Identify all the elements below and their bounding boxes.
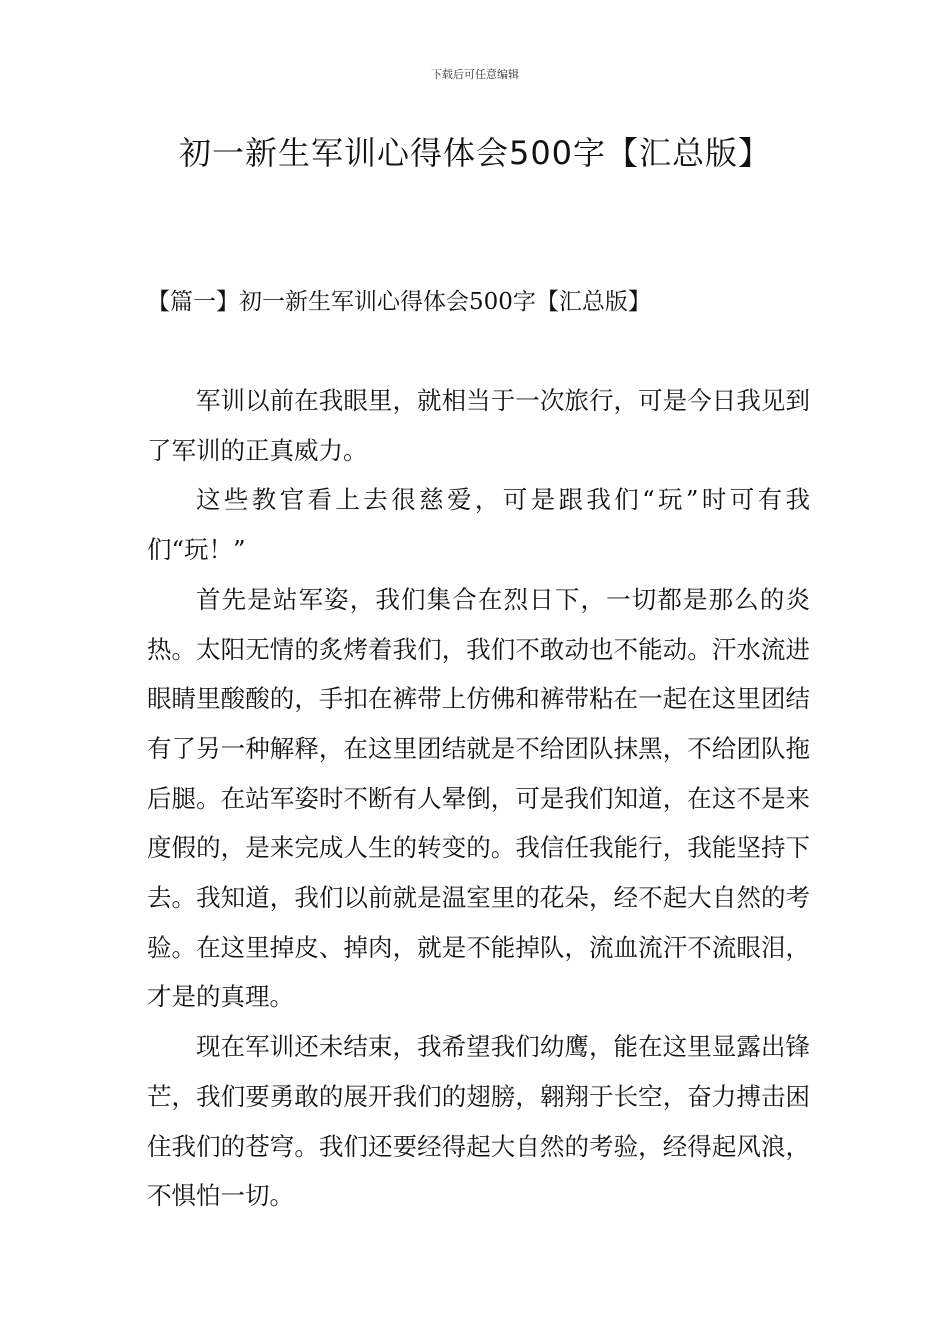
paragraph: 首先是站军姿，我们集合在烈日下，一切都是那么的炎热。太阳无情的炙烤着我们，我们不敢动也不能动。汗水流进眼睛里酸酸的，手扣在裤带上仿佛和裤带粘在一起在这里团结有了另一种解释，在这里团结就是不给团队抹黑，不给团队拖后腿。在站军姿时不断有人晕倒，可是我们知道，在这不是来度假的，是来完成人生的转变的。我信任我能行，我能坚持下去。我知道，我们以前就是温室里的花朵，经不起大自然的考验。在这里掉皮、掉肉，就是不能掉队，流血流汗不流眼泪，才是的真理。 <box>147 584 810 1012</box>
paragraph: 军训以前在我眼里，就相当于一次旅行，可是今日我见到了军训的正真威力。 <box>147 386 810 465</box>
paragraph: 现在军训还未结束，我希望我们幼鹰，能在这里显露出锋芒，我们要勇敢的展开我们的翅膀，翱翔于长空，奋力搏击困住我们的苍穹。我们还要经得起大自然的考验，经得起风浪，不惧怕一切。 <box>147 1032 810 1211</box>
document-body <box>147 376 810 1221</box>
section-heading: 【篇一】初一新生军训心得体会500字【汇总版】 <box>147 289 651 315</box>
paragraph: 这些教官看上去很慈爱，可是跟我们“玩”时可有我们“玩！” <box>147 485 810 565</box>
document-title: 初一新生军训心得体会500字【汇总版】 <box>178 134 772 172</box>
header-note: 下载后可任意编辑 <box>431 68 519 81</box>
